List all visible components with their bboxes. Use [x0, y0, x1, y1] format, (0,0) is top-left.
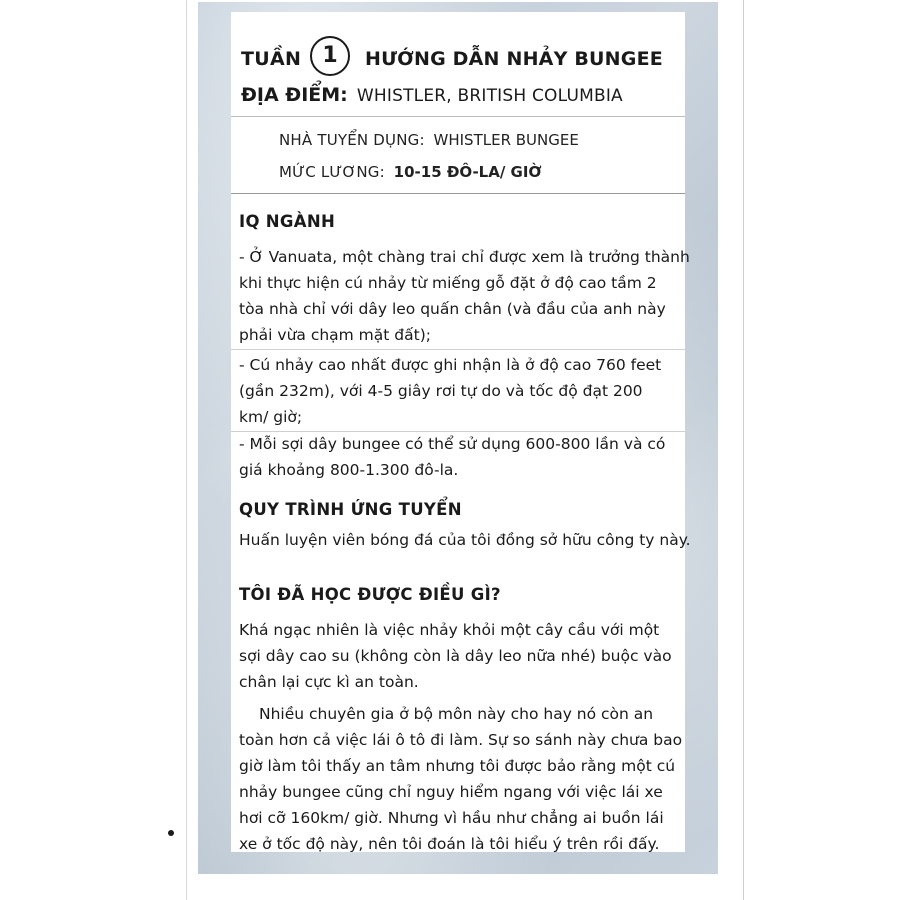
learned-paragraph-2: [239, 701, 683, 857]
text-line: tòa nhà chỉ với dây leo quấn chân (và đầu của anh này: [239, 300, 666, 318]
employer-value: WHISTLER BUNGEE: [433, 131, 579, 149]
scan-dot: [168, 830, 174, 836]
text-line: - Ở Vanuata, một chàng trai chỉ được xem là trưởng thành: [239, 248, 690, 266]
content-card: [231, 12, 691, 853]
iq-bullet-3: [239, 431, 669, 483]
text-line: Nhiều chuyên gia ở bộ môn này cho hay nó còn an: [259, 705, 654, 723]
page-frame: [198, 2, 718, 874]
job-header: [231, 12, 685, 116]
iq-heading: IQ NGÀNH: [239, 212, 336, 231]
text-line: hơi cỡ 160km/ giờ. Nhưng vì hầu như chẳng ai buồn lái: [239, 809, 664, 827]
text-line: (gần 232m), với 4-5 giây rơi tự do và tốc độ đạt 200: [239, 382, 643, 400]
text-line: Khá ngạc nhiên là việc nhảy khỏi một cây cầu với một: [239, 621, 660, 639]
text-line: km/ giờ;: [239, 408, 303, 426]
salary-row: [279, 163, 542, 181]
bullet-divider: [231, 349, 685, 350]
iq-bullet-2: [239, 352, 669, 430]
employer-row: [279, 131, 579, 149]
week-number-badge: 1: [310, 36, 350, 76]
apply-text: [239, 527, 691, 553]
salary-label: MỨC LƯƠNG:: [279, 163, 385, 181]
text-line: chân lại cực kì an toàn.: [239, 673, 419, 691]
text-line: Huấn luyện viên bóng đá của tôi đồng sở hữu công ty này.: [239, 531, 691, 549]
job-meta-box: [231, 116, 685, 194]
text-line: toàn hơn cả việc lái ô tô đi làm. Sự so sánh này chưa bao: [239, 731, 683, 749]
location-row: [241, 84, 623, 106]
learned-paragraph-1: [239, 617, 672, 695]
text-line: phải vừa chạm mặt đất);: [239, 326, 431, 344]
text-line: xe ở tốc độ này, nên tôi đoán là tôi hiểu ý trên rồi đấy.: [239, 835, 660, 853]
week-label: TUẦN: [241, 48, 302, 70]
salary-value: 10-15 ĐÔ-LA/ GIỜ: [393, 163, 542, 181]
location-label: ĐỊA ĐIỂM:: [241, 84, 348, 106]
text-line: khi thực hiện cú nhảy từ miếng gỗ đặt ở độ cao tầm 2: [239, 274, 657, 292]
apply-heading: QUY TRÌNH ỨNG TUYỂN: [239, 500, 462, 519]
iq-bullet-1: [239, 244, 690, 348]
text-line: nhảy bungee cũng chỉ nguy hiểm ngang với việc lái xe: [239, 783, 663, 801]
text-line: sợi dây cao su (không còn là dây leo nữa nhé) buộc vào: [239, 647, 672, 665]
job-title: HƯỚNG DẪN NHẢY BUNGEE: [365, 48, 663, 70]
text-line: giờ làm tôi thấy an tâm nhưng tôi được bảo rằng một cú: [239, 757, 676, 775]
text-line: - Mỗi sợi dây bungee có thể sử dụng 600-800 lần và có: [239, 435, 666, 453]
employer-label: NHÀ TUYỂN DỤNG:: [279, 131, 425, 149]
location-value: WHISTLER, BRITISH COLUMBIA: [356, 86, 623, 106]
text-line: - Cú nhảy cao nhất được ghi nhận là ở độ cao 760 feet: [239, 356, 662, 374]
text-line: giá khoảng 800-1.300 đô-la.: [239, 461, 459, 479]
learned-heading: TÔI ĐÃ HỌC ĐƯỢC ĐIỀU GÌ?: [239, 585, 501, 604]
